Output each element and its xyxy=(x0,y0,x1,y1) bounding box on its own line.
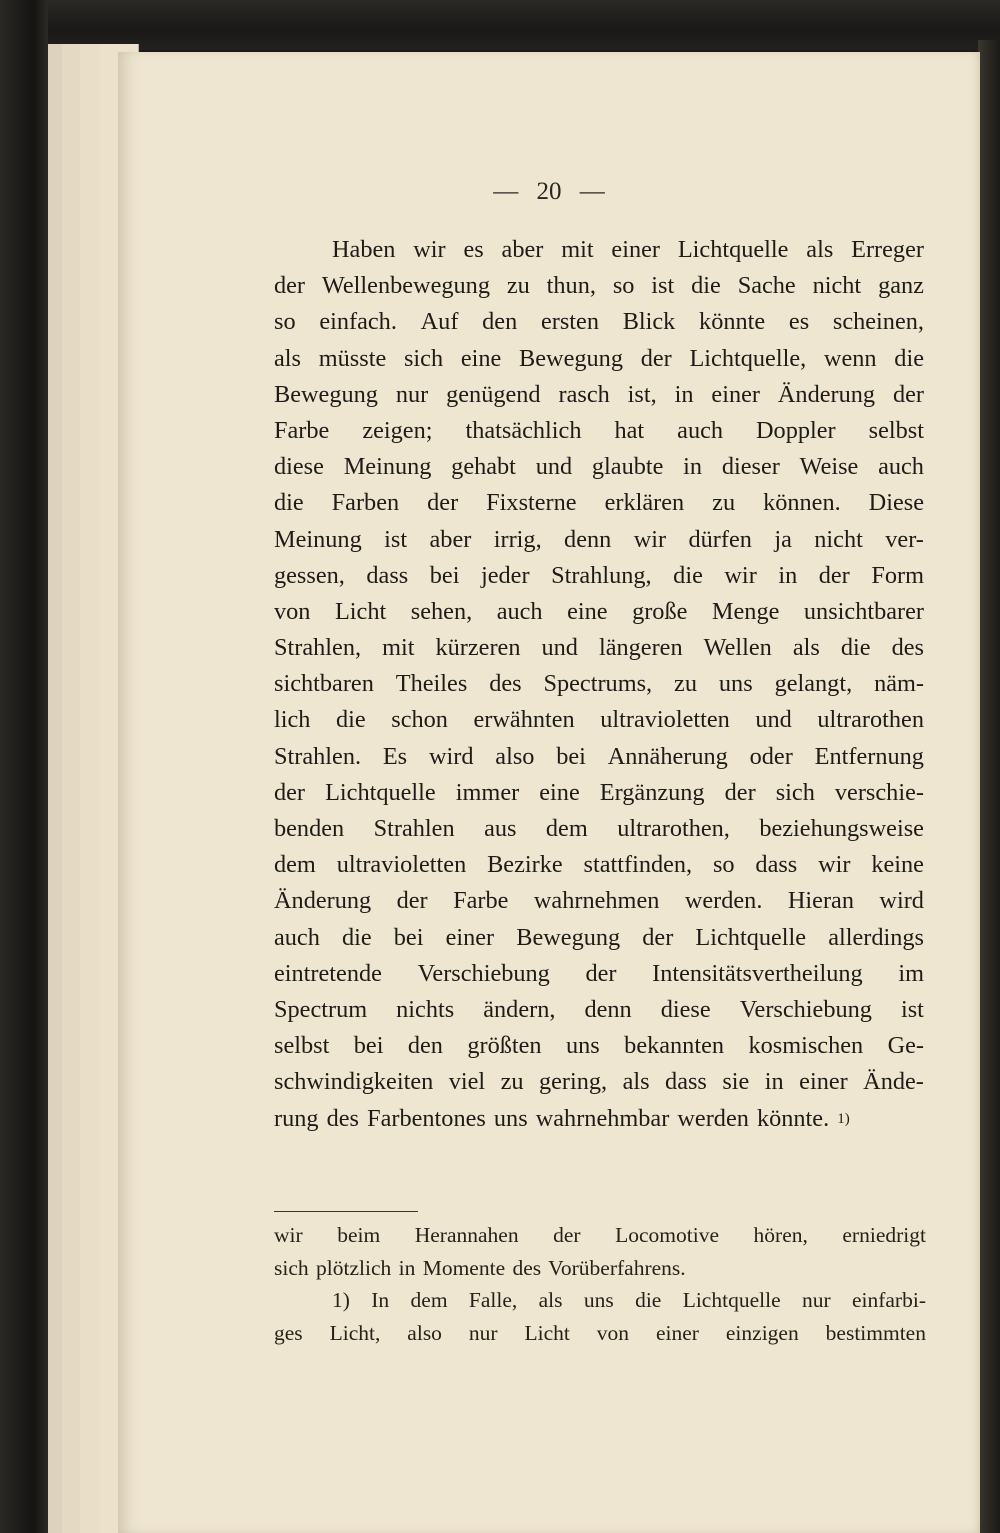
text-line: benden Strahlen aus dem ultrarothen, beziehungsweise xyxy=(274,815,924,842)
text-line: so einfach. Auf den ersten Blick könnte es scheinen, xyxy=(274,308,924,336)
text-line: auch die bei einer Bewegung der Lichtquelle allerdings xyxy=(274,923,924,951)
text-line: dem ultravioletten Bezirke stattfinden, so dass wir keine xyxy=(274,851,924,879)
footnotes xyxy=(274,1219,926,1349)
footnote-line: ges Licht, also nur Licht von einer einzigen bestimmten xyxy=(274,1320,926,1345)
body-paragraph xyxy=(274,232,924,1137)
footnote-reference: 1) xyxy=(837,1110,850,1127)
footnote-line: sich plötzlich in Momente des Vorüberfahrens. xyxy=(274,1255,686,1280)
text-line: Farbe zeigen; thatsächlich hat auch Doppler selbst xyxy=(274,416,924,444)
text-line: lich die schon erwähnten ultravioletten und ultrarothen xyxy=(274,706,924,734)
book-page xyxy=(118,52,980,1533)
page-number: 20 xyxy=(536,178,562,205)
text-line: der Wellenbewegung zu thun, so ist die Sache nicht ganz xyxy=(274,272,924,300)
text-line: Strahlen, mit kürzeren und längeren Wellen als die des xyxy=(274,634,924,662)
text-line: Änderung der Farbe wahrnehmen werden. Hieran wird xyxy=(274,887,924,915)
text-line: eintretende Verschiebung der Intensitätsvertheilung im xyxy=(274,959,924,987)
book-cover-top-edge xyxy=(0,0,1000,50)
text-line-last xyxy=(274,1101,924,1137)
text-line: als müsste sich eine Bewegung der Lichtquelle, wenn die xyxy=(274,344,924,372)
text-line: rung des Farbentones uns wahrnehmbar werden könnte. xyxy=(274,1104,830,1132)
text-line: Spectrum nichts ändern, denn diese Verschiebung ist xyxy=(274,995,924,1023)
text-line: Bewegung nur genügend rasch ist, in einer Änderung der xyxy=(274,380,924,408)
book-cover-right-edge xyxy=(978,40,1000,1533)
text-line: die Farben der Fixsterne erklären zu können. Diese xyxy=(274,489,924,517)
footnote-line: 1) In dem Falle, als uns die Lichtquelle nur einfarbi- xyxy=(332,1288,926,1312)
text-line: Strahlen. Es wird also bei Annäherung oder Entfernung xyxy=(274,742,924,770)
text-line: Meinung ist aber irrig, denn wir dürfen ja nicht ver- xyxy=(274,525,924,553)
footnote-line: wir beim Herannahen der Locomotive hören, erniedrigt xyxy=(274,1223,926,1247)
text-line: gessen, dass bei jeder Strahlung, die wir in der Form xyxy=(274,561,924,589)
text-line: Haben wir es aber mit einer Lichtquelle als Erreger xyxy=(332,236,924,263)
footnote-rule xyxy=(274,1211,418,1212)
page-number-dash-left: — xyxy=(493,178,519,205)
text-line: sichtbaren Theiles des Spectrums, zu uns gelangt, näm- xyxy=(274,670,924,698)
text-line: schwindigkeiten viel zu gering, als dass sie in einer Ände- xyxy=(274,1068,924,1096)
page-number-dash-right: — xyxy=(579,178,605,205)
text-line: von Licht sehen, auch eine große Menge unsichtbarer xyxy=(274,597,924,625)
text-line: selbst bei den größten uns bekannten kosmischen Ge- xyxy=(274,1032,924,1060)
text-line: diese Meinung gehabt und glaubte in dieser Weise auch xyxy=(274,453,924,481)
page-number-header xyxy=(118,178,980,206)
book-cover-left-edge xyxy=(0,0,48,1533)
text-line: der Lichtquelle immer eine Ergänzung der sich verschie- xyxy=(274,778,924,806)
